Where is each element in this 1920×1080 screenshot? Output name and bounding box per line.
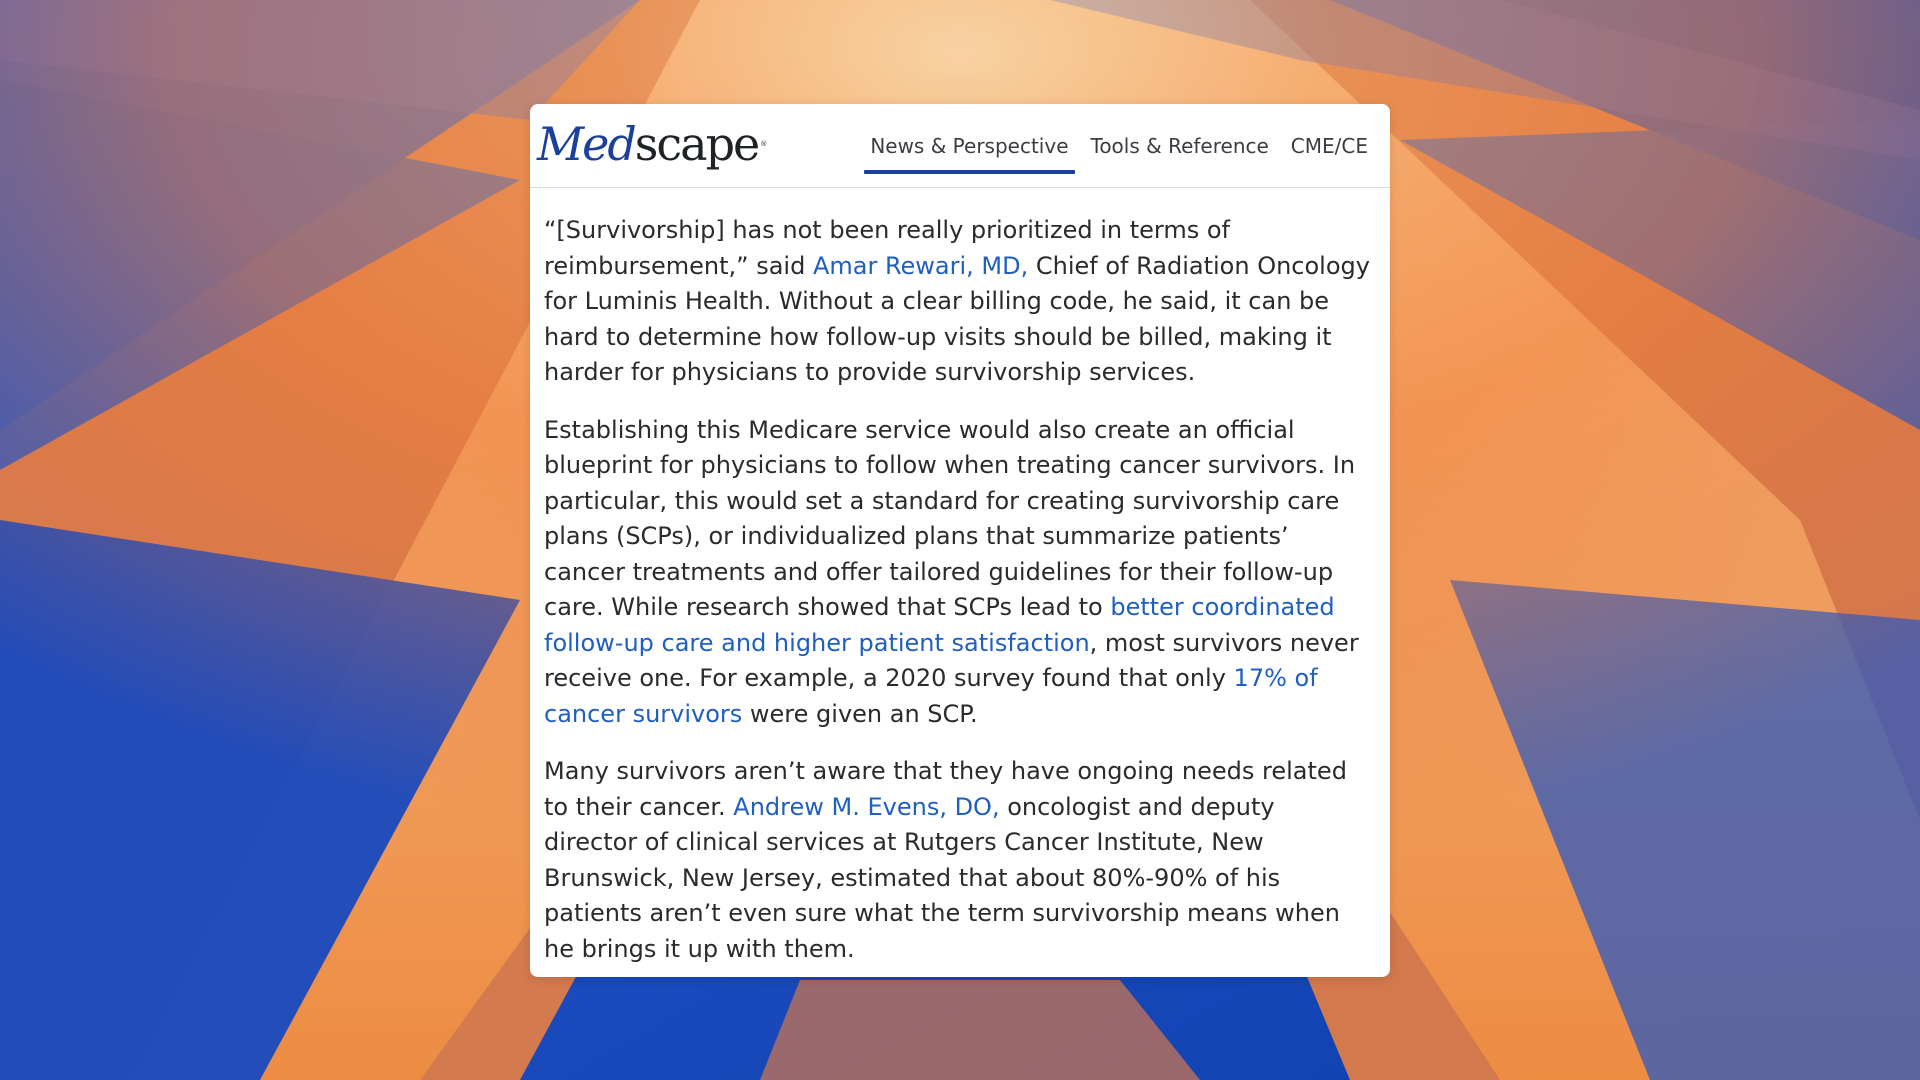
paragraph-text: were given an SCP.	[742, 699, 978, 728]
site-header	[530, 104, 1390, 188]
logo-part-scape: scape	[634, 117, 759, 171]
medscape-logo[interactable]	[537, 112, 767, 176]
link-andrew-evens[interactable]: Andrew M. Evens, DO,	[733, 792, 1000, 821]
paragraph-1	[544, 213, 1370, 391]
tab-news-perspective[interactable]	[864, 104, 1074, 188]
paragraph-text: Chief of Radiation Oncology for Luminis Health. Without a clear billing code, he said, it can be hard to determine how follow-up visits should be billed, making it harder for physicians to provide survivorship services.	[544, 251, 1370, 386]
link-amar-rewari[interactable]: Amar Rewari, MD,	[812, 251, 1029, 280]
link-17-percent-survivors[interactable]: 17% of cancer survivors	[544, 664, 1318, 728]
article-body	[530, 188, 1390, 967]
tab-tools-reference[interactable]	[1085, 104, 1275, 188]
logo-part-med: Med	[537, 117, 635, 171]
paragraph-text: , most survivors never receive one. For example, a 2020 survey found that only	[544, 628, 1359, 692]
paragraph-2	[544, 413, 1370, 733]
main-nav	[854, 104, 1374, 188]
logo-trademark: ®	[760, 140, 768, 148]
tab-cme-ce[interactable]	[1285, 104, 1374, 188]
tab-label: News & Perspective	[870, 134, 1069, 158]
paragraph-3	[544, 754, 1370, 967]
paragraph-text: oncologist and deputy director of clinical services at Rutgers Cancer Institute, New Brunswick, New Jersey, estimated that about 80%-90% of his patients aren’t even sure what the term survivorship means when he brings it up with them.	[544, 792, 1340, 963]
paragraph-text: “[Survivorship] has not been really prioritized in terms of reimbursement,” said	[544, 216, 1230, 280]
link-better-coordinated-care[interactable]: better coordinated follow-up care and higher patient satisfaction	[544, 593, 1335, 657]
paragraph-text: Many survivors aren’t aware that they have ongoing needs related to their cancer.	[544, 757, 1347, 821]
paragraph-text: Establishing this Medicare service would also create an official blueprint for physicians to follow when treating cancer survivors. In particular, this would set a standard for creating survivorship care plans (SCPs), or individualized plans that summarize patients’ cancer treatments and offer tailored guidelines for their follow-up care. While research showed that SCPs lead to	[544, 415, 1356, 621]
article-window	[530, 104, 1390, 977]
tab-label: Tools & Reference	[1090, 134, 1269, 158]
tab-label: CME/CE	[1290, 134, 1368, 158]
